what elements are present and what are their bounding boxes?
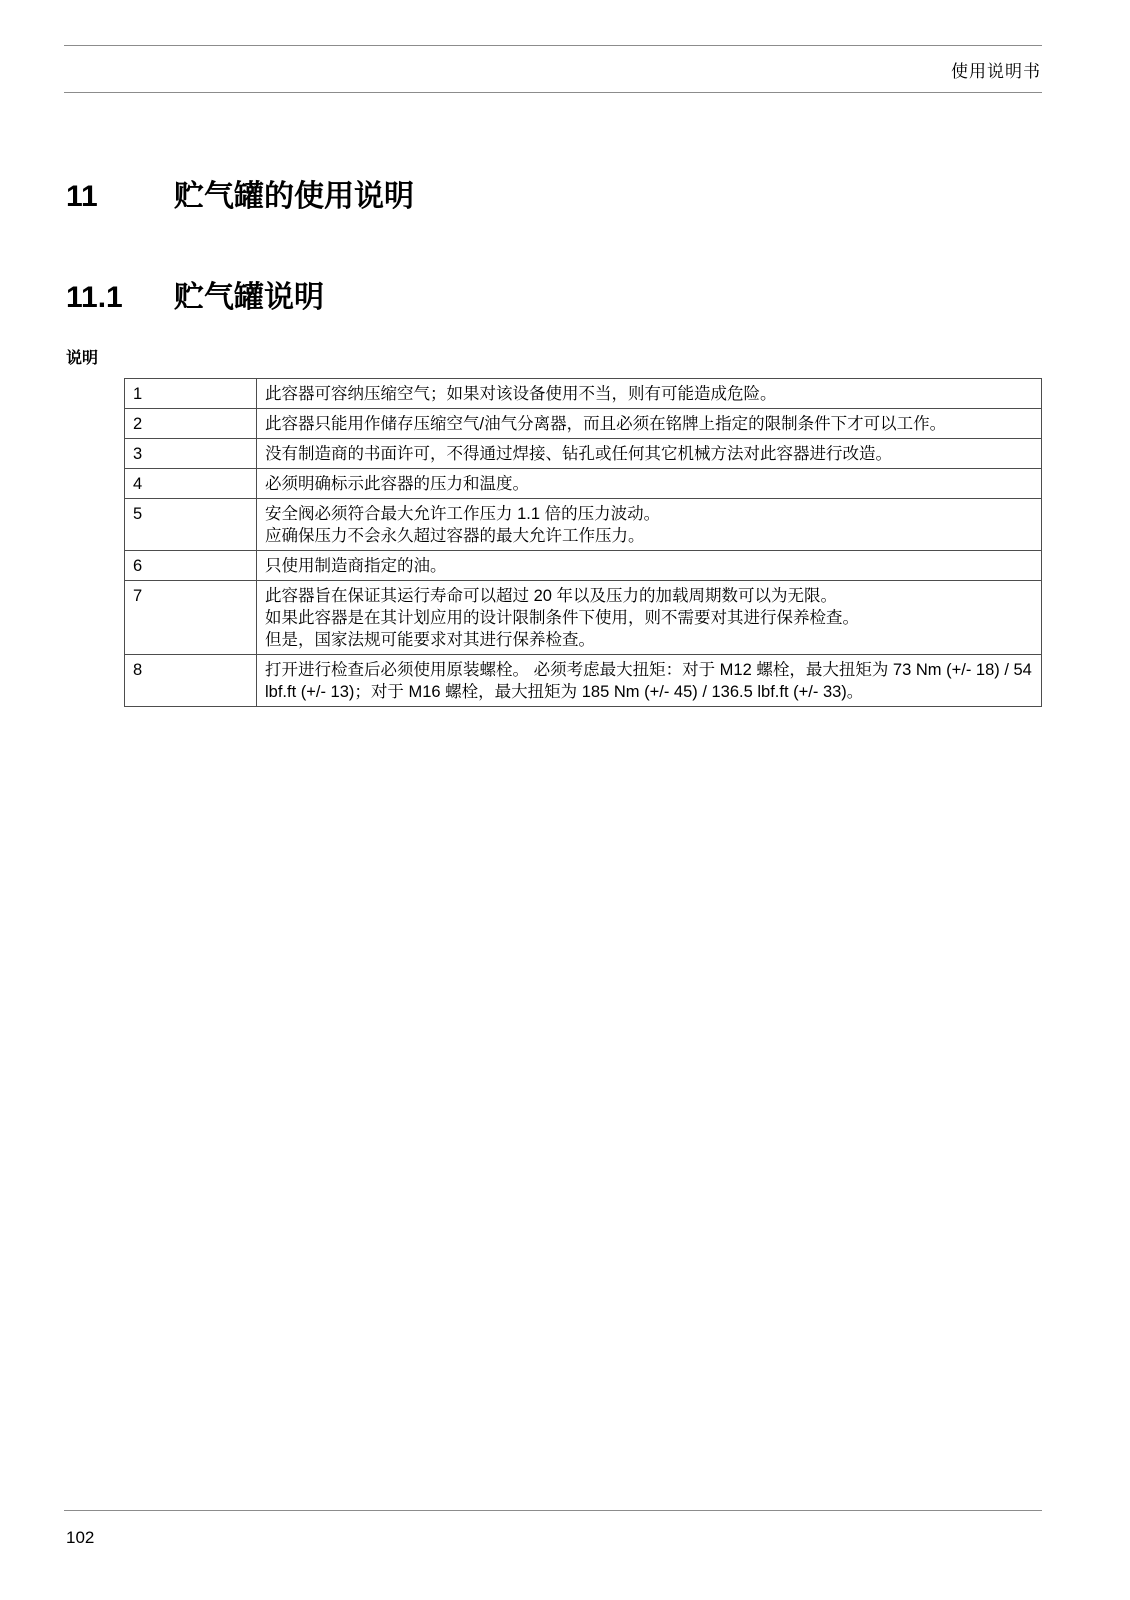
note-index: 3 <box>125 439 257 469</box>
table-row <box>125 581 1042 655</box>
note-index: 5 <box>125 499 257 551</box>
note-index: 1 <box>125 379 257 409</box>
note-index: 2 <box>125 409 257 439</box>
page-number: 102 <box>66 1528 95 1547</box>
chapter-heading <box>66 171 414 215</box>
section-title: 贮气罐说明 <box>174 281 324 314</box>
table-row <box>125 439 1042 469</box>
header-title: 使用说明书 <box>951 62 1041 81</box>
footer-rule <box>64 1510 1042 1511</box>
note-text: 没有制造商的书面许可，不得通过焊接、钻孔或任何其它机械方法对此容器进行改造。 <box>257 439 1042 469</box>
chapter-number: 11 <box>66 180 98 213</box>
table-row <box>125 499 1042 551</box>
note-index: 4 <box>125 469 257 499</box>
note-text: 此容器旨在保证其运行寿命可以超过 20 年以及压力的加载周期数可以为无限。 如果此容器是在其计划应用的设计限制条件下使用，则不需要对其进行保养检查。 但是，国家法规可能要求对其进行保养检查。 <box>257 581 1042 655</box>
note-text: 必须明确标示此容器的压力和温度。 <box>257 469 1042 499</box>
table-row <box>125 469 1042 499</box>
note-text: 只使用制造商指定的油。 <box>257 551 1042 581</box>
notes-table-body <box>125 379 1042 707</box>
notes-label: 说明 <box>66 350 99 367</box>
note-text: 打开进行检查后必须使用原装螺栓。 必须考虑最大扭矩：对于 M12 螺栓，最大扭矩为 73 Nm (+/- 18) / 54 lbf.ft (+/- 13)；对于 M16 螺栓，最大扭矩为 185 Nm (+/- 45) / 136.5 lbf.ft (+/- 33)。 <box>257 655 1042 707</box>
note-index: 8 <box>125 655 257 707</box>
table-row <box>125 655 1042 707</box>
header-bottom-rule <box>64 92 1042 93</box>
notes-table <box>124 378 1042 707</box>
section-number: 11.1 <box>66 281 123 314</box>
section-heading <box>66 272 324 316</box>
note-index: 7 <box>125 581 257 655</box>
table-row <box>125 379 1042 409</box>
note-index: 6 <box>125 551 257 581</box>
table-row <box>125 551 1042 581</box>
chapter-title: 贮气罐的使用说明 <box>174 180 414 213</box>
note-text: 安全阀必须符合最大允许工作压力 1.1 倍的压力波动。 应确保压力不会永久超过容器的最大允许工作压力。 <box>257 499 1042 551</box>
note-text: 此容器只能用作储存压缩空气/油气分离器，而且必须在铭牌上指定的限制条件下才可以工作。 <box>257 409 1042 439</box>
note-text: 此容器可容纳压缩空气；如果对该设备使用不当，则有可能造成危险。 <box>257 379 1042 409</box>
table-row <box>125 409 1042 439</box>
header-top-rule <box>64 45 1042 46</box>
